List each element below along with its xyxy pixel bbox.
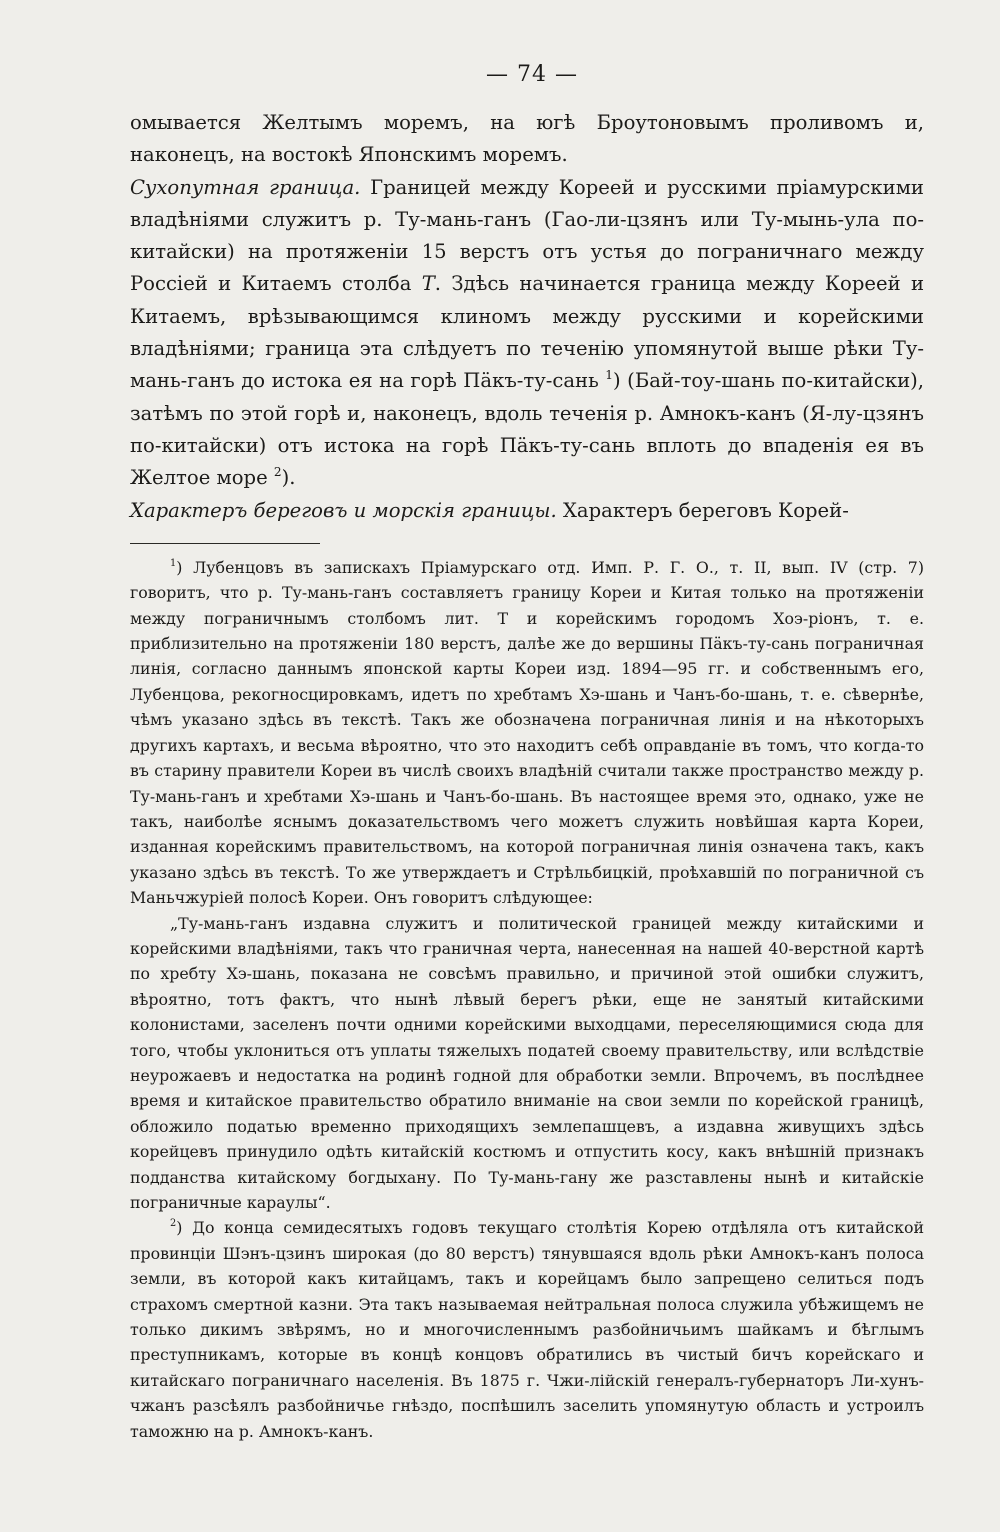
paragraph-continuation: омывается Желтымъ моремъ, на югѣ Броутоновымъ проливомъ и, наконецъ, на востокѣ Японскимъ моремъ. bbox=[130, 111, 924, 167]
footnote-2-mark: 2 bbox=[170, 1218, 177, 1230]
paragraph-coasts bbox=[130, 495, 924, 527]
land-border-text-b: . Здѣсь начинается граница между Кореей и Китаемъ, врѣзывающимся клиномъ между русскими и корейскими владѣніями; граница эта слѣдуетъ по теченію упомянутой выше рѣки Ту-мань-ганъ до истока ея на горѣ Пäкъ-ту-сань bbox=[130, 272, 925, 393]
paragraph-land-border bbox=[130, 172, 924, 495]
footnote-1 bbox=[130, 555, 924, 911]
land-border-text-c: ) (Бай-тоу-шань по-китайски), затѣмъ по этой горѣ и, наконецъ, вдоль теченія р. Амнокъ-канъ (Я-лу-цзянъ по-китайски) отъ истока на горѣ Пäкъ-ту-сань вплоть до впаденія ея въ Желтое море bbox=[130, 369, 925, 490]
footnote-2 bbox=[130, 1215, 924, 1444]
section-heading-coasts: Характеръ береговъ и морскія границы. bbox=[130, 498, 557, 522]
footnote-ref-1[interactable]: 1 bbox=[605, 367, 614, 382]
land-border-text-a: Границей между Кореей и русскими пріамурскими владѣніями служитъ р. Ту-мань-ганъ (Гао-ли-цзянъ или Ту-мынь-ула по-китайски) на протяженіи 15 верстъ отъ устья до пограничнаго между Россіей и Китаемъ столба bbox=[130, 175, 924, 296]
coasts-text: Характеръ береговъ Корей- bbox=[556, 498, 849, 522]
footnote-2-text: ) До конца семидесятыхъ годовъ текущаго столѣтія Корею отдѣляла отъ китайской провинціи Шэнъ-цзинъ широкая (до 80 верстъ) тянувшаяся вдоль рѣки Амнокъ-канъ полоса земли, въ которой какъ китайцамъ, такъ и корейцамъ было запрещено селиться подъ страхомъ смертной казни. Эта такъ называемая нейтральная полоса служила убѣжищемъ не только дикимъ звѣрямъ, но и многочисленнымъ разбойничьимъ шайкамъ и бѣглымъ преступникамъ, которые въ концѣ концовъ обратились въ чистый бичъ корейскаго и китайскаго пограничнаго населенія. Въ 1875 г. Чжи-лійскій генералъ-губернаторъ Ли-хунъ-чжанъ разсѣялъ разбойничье гнѣздо, поспѣшилъ заселить упомянутую область и устроилъ таможню на р. Амнокъ-канъ. bbox=[130, 1218, 924, 1441]
page-number: — 74 — bbox=[486, 62, 578, 87]
section-heading-land-border: Сухопутная граница. bbox=[130, 175, 361, 199]
pillar-letter: Т bbox=[421, 272, 435, 296]
footnote-1-text: ) Лубенцовъ въ запискахъ Пріамурскаго отд. Имп. Р. Г. О., т. II, вып. IV (стр. 7) говоритъ, что р. Ту-мань-ганъ составляетъ границу Кореи и Китая только на протяженіи между пограничнымъ столбомъ лит. Т и корейскимъ городомъ Хоэ-рiонъ, т. е. приблизительно на протяженіи 180 верстъ, далѣе же до вершины Пäкъ-ту-сань пограничная линія, согласно даннымъ японской карты Кореи изд. 1894—95 гг. и собственнымъ его, Лубенцова, рекогносцировкамъ, идетъ по хребтамъ Хэ-шань и Чанъ-бо-шань, т. е. сѣвернѣе, чѣмъ указано здѣсь въ текстѣ. Такъ же обозначена пограничная линія и на нѣкоторыхъ другихъ картахъ, и весьма вѣроятно, что это находитъ себѣ оправданіе въ томъ, что когда-то въ старину правители Кореи въ числѣ своихъ владѣній считали также пространство между р. Ту-мань-ганъ и хребтами Хэ-шань и Чанъ-бо-шань. Въ настоящее время это, однако, уже не такъ, наиболѣе яснымъ доказательствомъ чего можетъ служить новѣйшая карта Кореи, изданная корейскимъ правительствомъ, на которой пограничная линія означена такъ, какъ указано здѣсь въ текстѣ. То же утверждаетъ и Стрѣльбицкій, проѣхавшій по пограничной съ Маньчжуріей полосѣ Кореи. Онъ говоритъ слѣдующее: bbox=[130, 557, 924, 908]
footnote-divider bbox=[130, 543, 320, 544]
land-border-text-d: ). bbox=[281, 466, 296, 490]
main-text bbox=[130, 107, 924, 527]
footnote-ref-2[interactable]: 2 bbox=[273, 464, 282, 479]
footnote-1-mark: 1 bbox=[170, 557, 177, 569]
footnote-1-quote: „Ту-мань-ганъ издавна служитъ и политической границей между китайскими и корейскими владѣніями, такъ что граничная черта, нанесенная на нашей 40-верстной картѣ по хребту Хэ-шань, показана не совсѣмъ правильно, и причиной этой ошибки служитъ, вѣроятно, тотъ фактъ, что нынѣ лѣвый берегъ рѣки, еще не занятый китайскими колонистами, заселенъ почти одними корейскими выходцами, переселяющимися сюда для того, чтобы уклониться отъ уплаты тяжелыхъ податей своему правительству, или вслѣдствіе неурожаевъ и недостатка на родинѣ годной для обработки земли. Впрочемъ, въ послѣднее время и китайское правительство обратило вниманіе на свои земли по корейской границѣ, обложило податью временно приходящихъ землепашцевъ, а издавна живущихъ здѣсь корейцевъ принудило одѣть китайскій костюмъ и отпустить косу, какъ внѣшній признакъ подданства китайскому богдыхану. По Ту-мань-гану же разставлены нынѣ и китайскіе пограничные караулы“. bbox=[130, 913, 924, 1213]
footnotes bbox=[130, 555, 924, 1444]
